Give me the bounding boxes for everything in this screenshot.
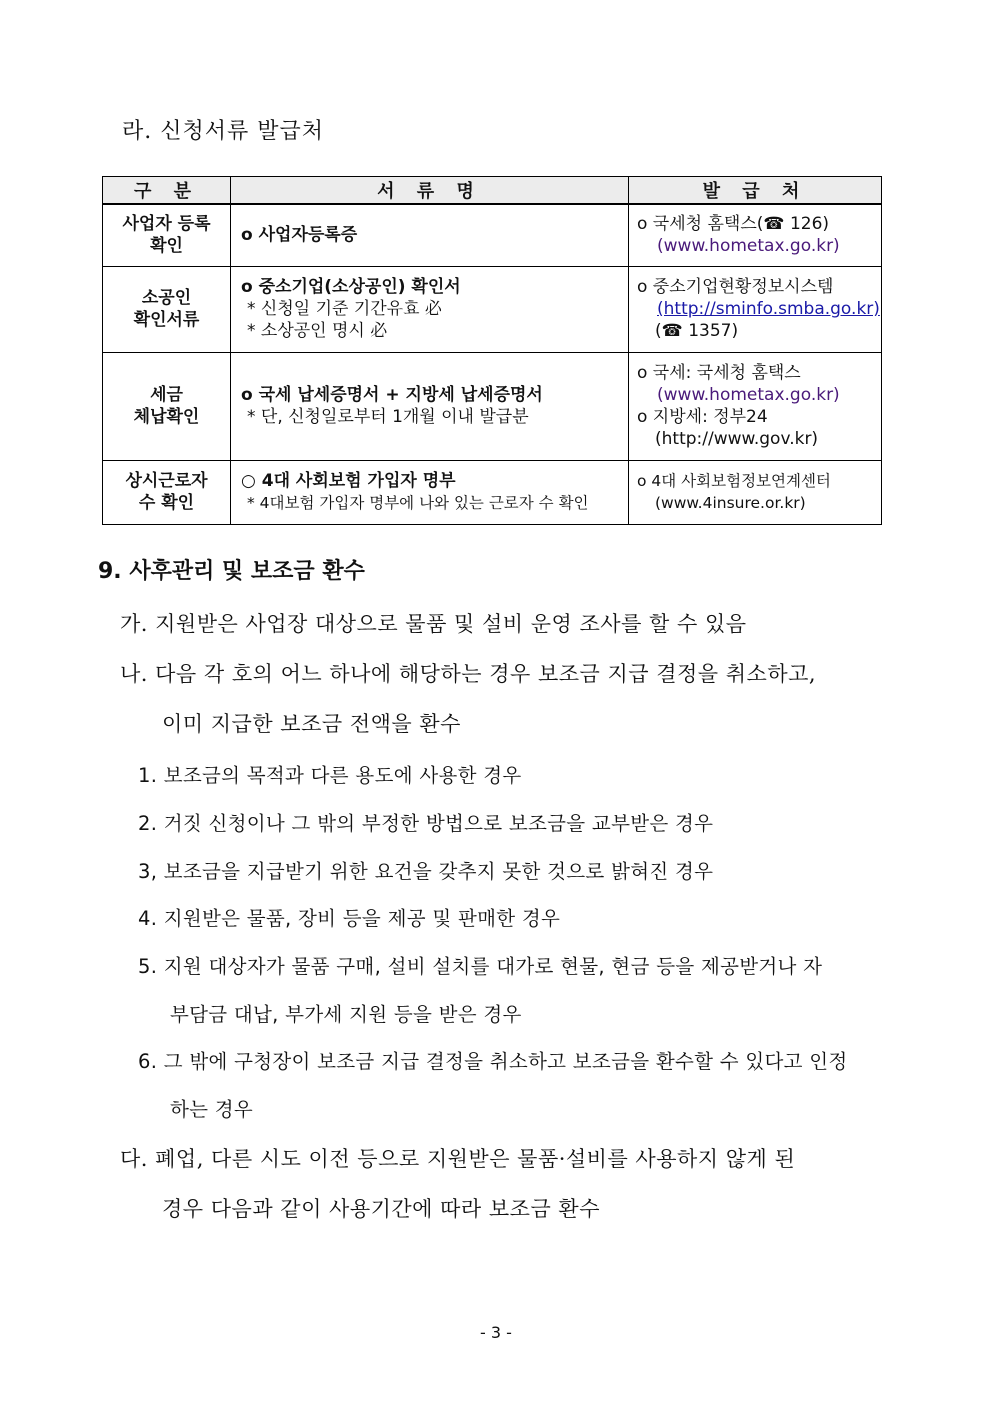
row-document: o 사업자등록증 bbox=[231, 204, 629, 266]
paragraph-da-cont: 경우 다음과 같이 사용기간에 따라 보조금 환수 bbox=[162, 1197, 600, 1221]
page-number: - 3 - bbox=[480, 1323, 512, 1342]
paragraph-na-cont: 이미 지급한 보조금 전액을 환수 bbox=[162, 712, 461, 736]
section-title: 9. 사후관리 및 보조금 환수 bbox=[98, 559, 365, 584]
row-category: 세금 체납확인 bbox=[103, 352, 231, 460]
4insure-link[interactable]: (www.4insure.or.kr) bbox=[655, 494, 806, 512]
hometax-link[interactable]: (www.hometax.go.kr) bbox=[657, 385, 840, 405]
list-item: 2. 거짓 신청이나 그 밖의 부정한 방법으로 보조금을 교부받은 경우 bbox=[138, 812, 714, 835]
list-item-cont: 부담금 대납, 부가세 지원 등을 받은 경우 bbox=[170, 1003, 522, 1026]
row-issuer: o 국세: 국세청 홈택스 (www.hometax.go.kr) o 지방세: 정부24 (http://www.gov.kr) bbox=[629, 352, 882, 460]
row-issuer: o 중소기업현황정보시스템 (http://sminfo.smba.go.kr) (☎ 1357) bbox=[629, 266, 882, 352]
header-issuer: 발 급 처 bbox=[629, 177, 882, 205]
table-row bbox=[103, 460, 882, 524]
table-header-row bbox=[103, 177, 882, 205]
list-item: 5. 지원 대상자가 물품 구매, 설비 설치를 대가로 현물, 현금 등을 제공받거나 자 bbox=[138, 955, 823, 978]
list-item: 3, 보조금을 지급받기 위한 요건을 갖추지 못한 것으로 밝혀진 경우 bbox=[138, 860, 714, 883]
list-item-cont: 하는 경우 bbox=[170, 1098, 254, 1121]
row-document: o 중소기업(소상공인) 확인서 * 신청일 기준 기간유효 必 * 소상공인 명시 必 bbox=[231, 266, 629, 352]
list-item: 6. 그 밖에 구청장이 보조금 지급 결정을 취소하고 보조금을 환수할 수 있다고 인정 bbox=[138, 1050, 848, 1073]
table-row bbox=[103, 266, 882, 352]
paragraph-da: 다. 폐업, 다른 시도 이전 등으로 지원받은 물품·설비를 사용하지 않게 된 bbox=[120, 1147, 796, 1171]
hometax-link[interactable]: (www.hometax.go.kr) bbox=[657, 236, 840, 257]
list-item: 1. 보조금의 목적과 다른 용도에 사용한 경우 bbox=[138, 764, 522, 787]
row-document: o 국세 납세증명서 + 지방세 납세증명서 * 단, 신청일로부터 1개월 이내 발급분 bbox=[231, 352, 629, 460]
subsection-title: 라. 신청서류 발급처 bbox=[122, 119, 324, 144]
documents-table bbox=[102, 176, 882, 525]
header-category: 구 분 bbox=[103, 177, 231, 205]
paragraph-ga: 가. 지원받은 사업장 대상으로 물품 및 설비 운영 조사를 할 수 있음 bbox=[120, 612, 747, 636]
table-row bbox=[103, 352, 882, 460]
paragraph-na: 나. 다음 각 호의 어느 하나에 해당하는 경우 보조금 지급 결정을 취소하고, bbox=[120, 662, 817, 686]
row-issuer: o 4대 사회보험정보연계센터 (www.4insure.or.kr) bbox=[629, 460, 882, 524]
table-row bbox=[103, 204, 882, 266]
row-issuer: o 국세청 홈택스(☎ 126) (www.hometax.go.kr) bbox=[629, 204, 882, 266]
header-document: 서 류 명 bbox=[231, 177, 629, 205]
row-category: 소공인 확인서류 bbox=[103, 266, 231, 352]
row-category: 사업자 등록 확인 bbox=[103, 204, 231, 266]
sminfo-link[interactable]: (http://sminfo.smba.go.kr) bbox=[657, 299, 880, 319]
row-category: 상시근로자 수 확인 bbox=[103, 460, 231, 524]
list-item: 4. 지원받은 물품, 장비 등을 제공 및 판매한 경우 bbox=[138, 907, 561, 930]
gov-link[interactable]: (http://www.gov.kr) bbox=[655, 429, 819, 449]
row-document: ○ 4대 사회보험 가입자 명부 * 4대보험 가입자 명부에 나와 있는 근로자 수 확인 bbox=[231, 460, 629, 524]
